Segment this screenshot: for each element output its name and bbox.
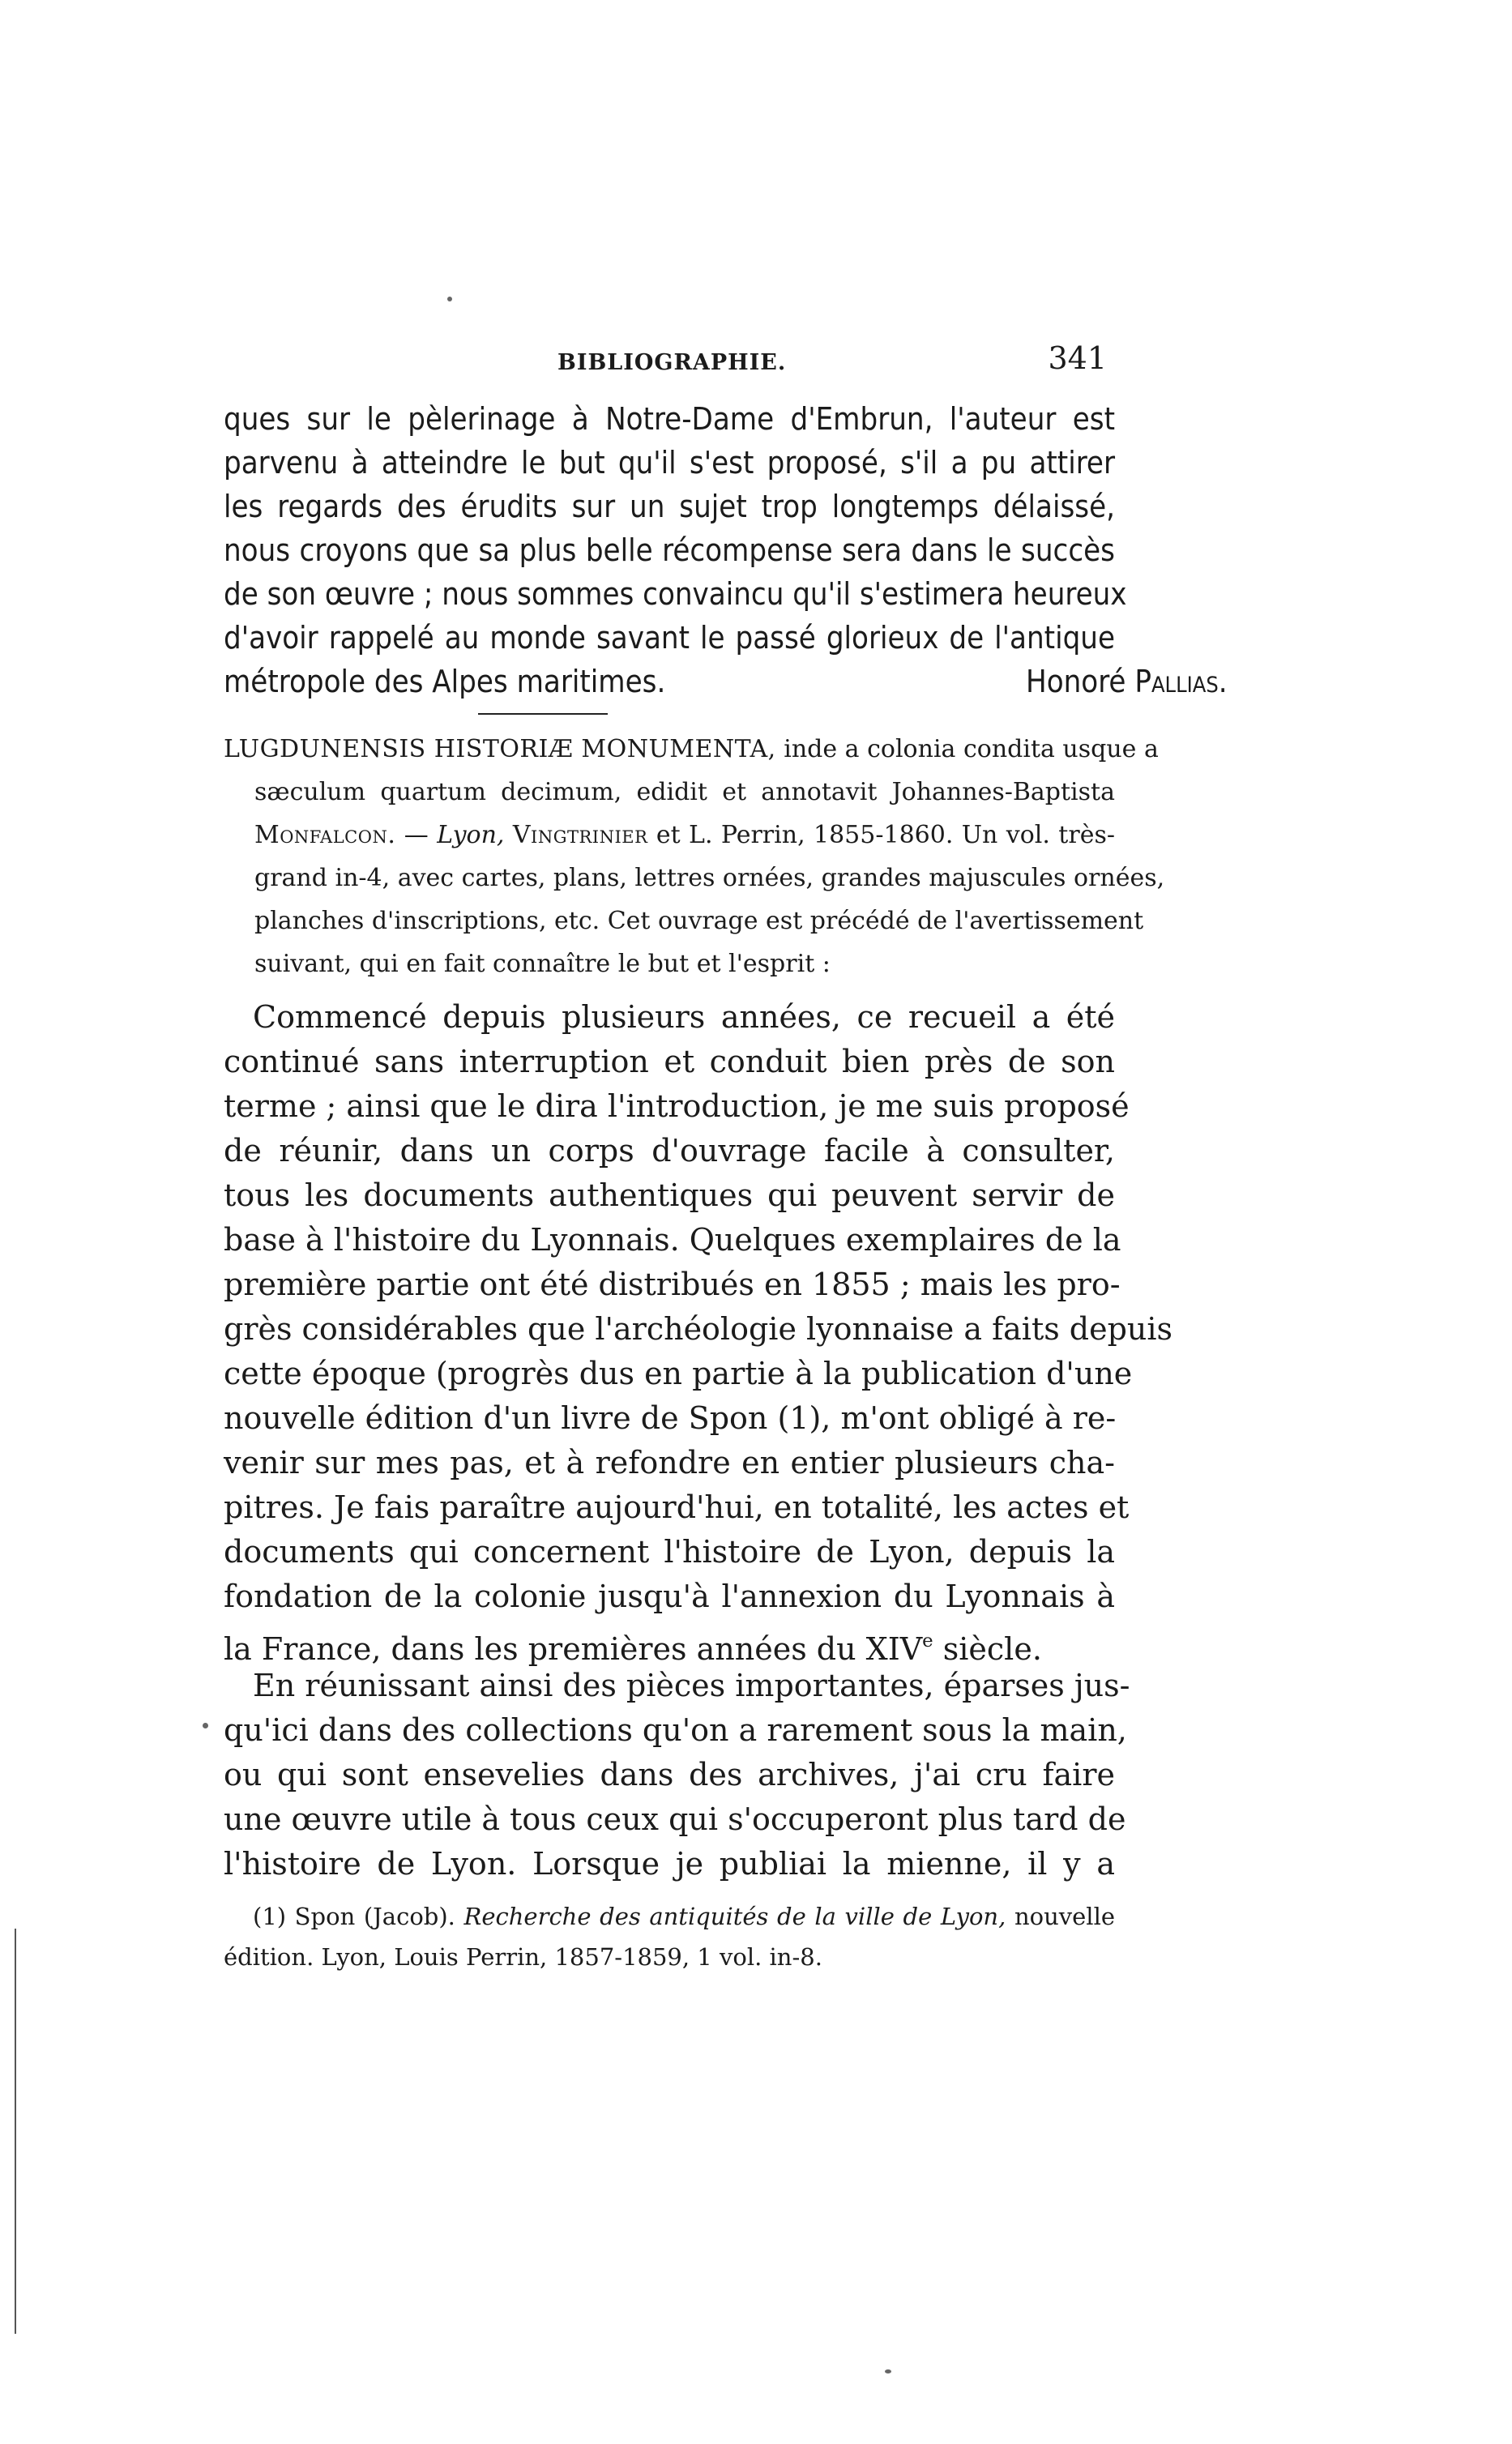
- quote-line: cette époque (progrès dus en partie à la publication d'une: [224, 1356, 1133, 1391]
- biblio-line: [224, 814, 1115, 857]
- biblio-line: grand in-4, avec cartes, plans, lettres ornées, grandes majuscules ornées,: [254, 864, 1165, 892]
- quote-line: première partie ont été distribués en 1855 ; mais les pro-: [224, 1267, 1121, 1302]
- publisher-name: Vingtrinier: [512, 821, 648, 849]
- signature-last-name: Pallias.: [1134, 664, 1228, 699]
- scan-edge-mark: [15, 1929, 16, 2334]
- quote-line: ou qui sont ensevelies dans des archives, j'ai cru faire: [224, 1757, 1115, 1792]
- text-line: de son œuvre ; nous sommes convaincu qu'il s'estimera heureux: [224, 576, 1127, 612]
- signature-first-name: Honoré: [1026, 664, 1126, 699]
- scan-speck: [447, 297, 452, 301]
- quoted-notice: [224, 995, 1173, 1886]
- editor-name: Monfalcon.: [254, 821, 396, 849]
- page-header: [224, 340, 1115, 389]
- quote-line: continué sans interruption et conduit bien près de son: [224, 1044, 1115, 1079]
- biblio-line: planches d'inscriptions, etc. Cet ouvrage est précédé de l'avertissement: [254, 907, 1144, 935]
- quote-line: l'histoire de Lyon. Lorsque je publiai la mienne, il y a: [224, 1846, 1115, 1882]
- running-title: BIBLIOGRAPHIE.: [557, 350, 787, 375]
- publication-place: Lyon,: [437, 821, 505, 849]
- text-line-with-signature: [224, 660, 1228, 703]
- footnote-title: Recherche des antiquités de la ville de Lyon,: [463, 1903, 1006, 1930]
- footnote-marker: (1) Spon (Jacob).: [253, 1903, 455, 1930]
- intro-paragraph: [224, 397, 1228, 703]
- text-line: nous croyons que sa plus belle récompense sera dans le succès: [224, 532, 1115, 568]
- biblio-line: sæculum quartum decimum, edidit et annotavit Johannes-Baptista: [254, 778, 1115, 806]
- footnote-text: nouvelle: [1014, 1903, 1116, 1930]
- quote-line: documents qui concernent l'histoire de Lyon, depuis la: [224, 1534, 1115, 1570]
- quote-line: Commencé depuis plusieurs années, ce recueil a été: [253, 999, 1115, 1035]
- quote-line: de réunir, dans un corps d'ouvrage facile à consulter,: [224, 1133, 1115, 1169]
- quote-text: siècle.: [933, 1630, 1042, 1667]
- quote-line: venir sur mes pas, et à refondre en entier plusieurs cha-: [224, 1445, 1115, 1480]
- text-line: ques sur le pèlerinage à Notre-Dame d'Embrun, l'auteur est: [224, 401, 1115, 437]
- biblio-line: [224, 728, 1159, 771]
- quote-line: tous les documents authentiques qui peuvent servir de: [224, 1177, 1115, 1213]
- dash: —: [404, 821, 429, 849]
- scan-speck: [885, 2369, 891, 2374]
- century-superscript: e: [922, 1630, 933, 1651]
- quote-line: nouvelle édition d'un livre de Spon (1), m'ont obligé à re-: [224, 1400, 1117, 1436]
- section-divider: [478, 713, 608, 715]
- quote-line: base à l'histoire du Lyonnais. Quelques exemplaires de la: [224, 1222, 1121, 1258]
- quote-line: pitres. Je fais paraître aujourd'hui, en totalité, les actes et: [224, 1489, 1130, 1525]
- quote-line: une œuvre utile à tous ceux qui s'occuperont plus tard de: [224, 1801, 1126, 1837]
- quote-line: qu'ici dans des collections qu'on a rarement sous la main,: [224, 1712, 1127, 1748]
- footnote: [224, 1896, 1115, 1977]
- work-title: LUGDUNENSIS HISTORIÆ MONUMENTA,: [224, 735, 776, 763]
- text-line: les regards des érudits sur un sujet trop longtemps délaissé,: [224, 489, 1115, 524]
- text-line: d'avoir rappelé au monde savant le passé glorieux de l'antique: [224, 620, 1115, 656]
- text-line: métropole des Alpes maritimes.: [224, 664, 666, 699]
- biblio-line: suivant, qui en fait connaître le but et l'esprit :: [254, 950, 831, 978]
- quote-line: En réunissant ainsi des pièces importantes, éparses jus-: [253, 1668, 1130, 1703]
- biblio-text: inde a colonia condita usque a: [784, 735, 1159, 763]
- quote-text: la France, dans les premières années du XIV: [224, 1630, 923, 1667]
- footnote-line: édition. Lyon, Louis Perrin, 1857-1859, 1 vol. in-8.: [224, 1943, 822, 1971]
- bibliography-entry: [224, 728, 1165, 985]
- text-line: parvenu à atteindre le but qu'il s'est proposé, s'il a pu attirer: [224, 445, 1115, 481]
- scan-speck: [203, 1723, 208, 1728]
- biblio-text: et L. Perrin, 1855-1860. Un vol. très-: [656, 821, 1115, 849]
- author-signature: [1026, 660, 1228, 703]
- quote-line: fondation de la colonie jusqu'à l'annexion du Lyonnais à: [224, 1579, 1115, 1614]
- footnote-line: [224, 1896, 1115, 1937]
- quote-line: [224, 1619, 1115, 1667]
- quote-line: terme ; ainsi que le dira l'introduction, je me suis proposé: [224, 1088, 1130, 1124]
- page-number: 341: [1048, 340, 1107, 376]
- quote-line: grès considérables que l'archéologie lyonnaise a faits depuis: [224, 1311, 1173, 1347]
